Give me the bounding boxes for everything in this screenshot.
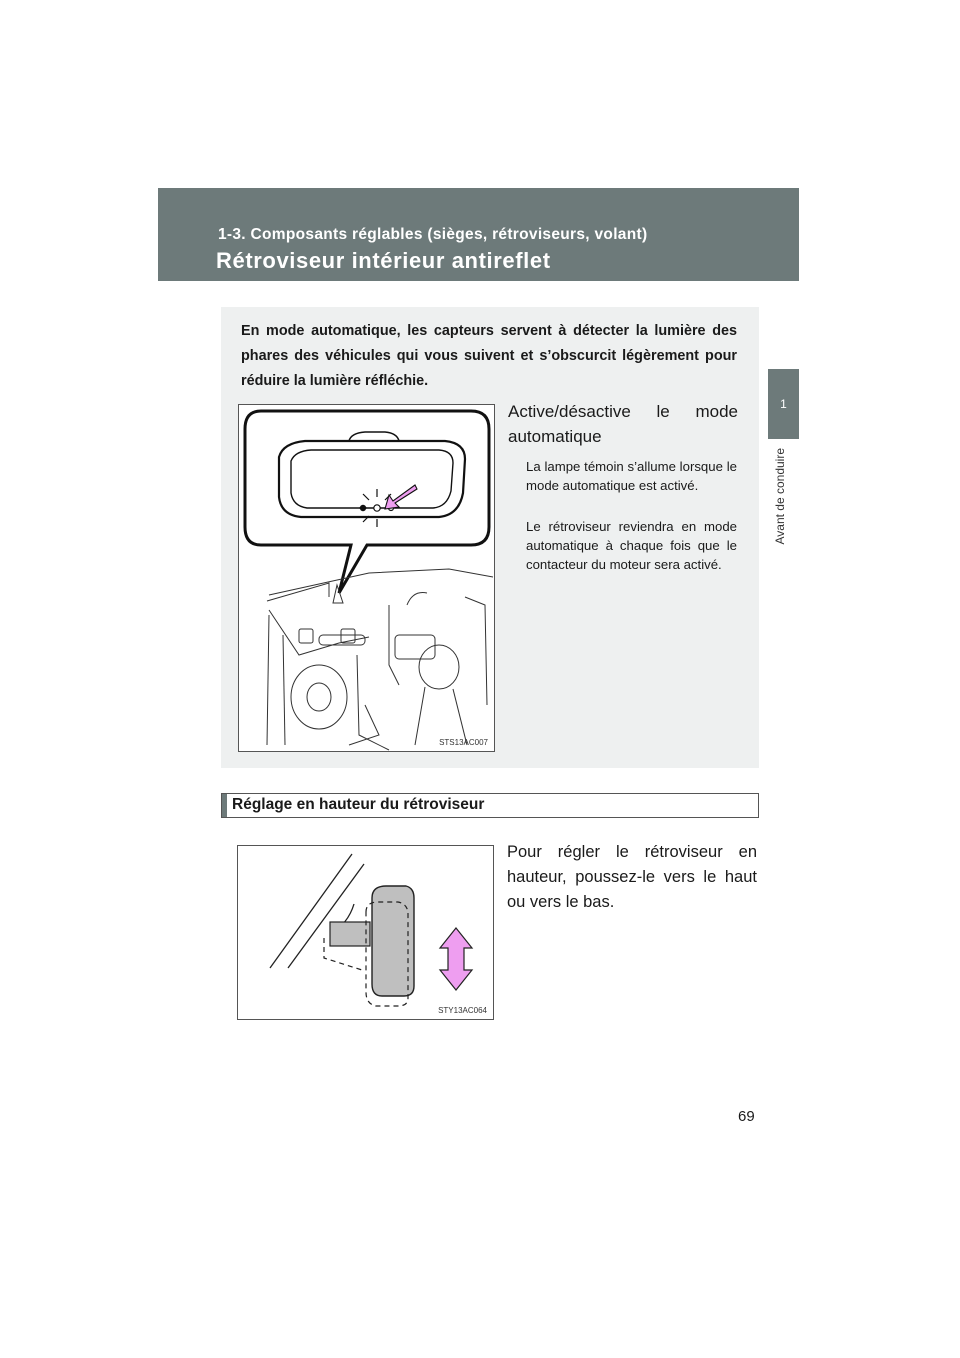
mirror-figure [238,404,495,752]
section-heading [221,793,759,818]
section-heading-label: Réglage en hauteur du rétroviseur [232,796,485,813]
item-description-2: Le rétroviseur reviendra en mode automatique à chaque fois que le contacteur du moteur sera activé. [526,519,737,572]
page-title: Rétroviseur intérieur antireflet [216,248,551,273]
height-adjust-illustration [238,846,495,1021]
figure-code: STS13AC007 [439,738,488,747]
figure-code: STY13AC064 [438,1006,487,1015]
info-box [221,307,759,768]
heading-accent-bar [222,794,227,817]
mirror-illustration [239,405,496,753]
item-description-1: La lampe témoin s’allume lorsque le mode automatique est activé. [526,459,737,493]
section-title: 1-3. Composants réglables (sièges, rétroviseurs, volant) [218,226,648,243]
chapter-label-text: Avant de conduire [773,448,787,545]
height-adjust-figure [237,845,494,1020]
page-number: 69 [738,1108,755,1125]
chapter-tab: 1 [768,369,799,439]
chapter-header [158,188,799,281]
intro-text: En mode automatique, les capteurs servent à détecter la lumière des phares des véhicules qui vous suivent et s’obscurcit légèrement pour réduire la lumière réfléchie. [241,323,737,389]
height-adjust-text: Pour régler le rétroviseur en hauteur, poussez-le vers le haut ou vers le bas. [507,843,757,911]
item-title: Active/désactive le mode automatique [508,402,738,446]
chapter-label [773,448,793,568]
